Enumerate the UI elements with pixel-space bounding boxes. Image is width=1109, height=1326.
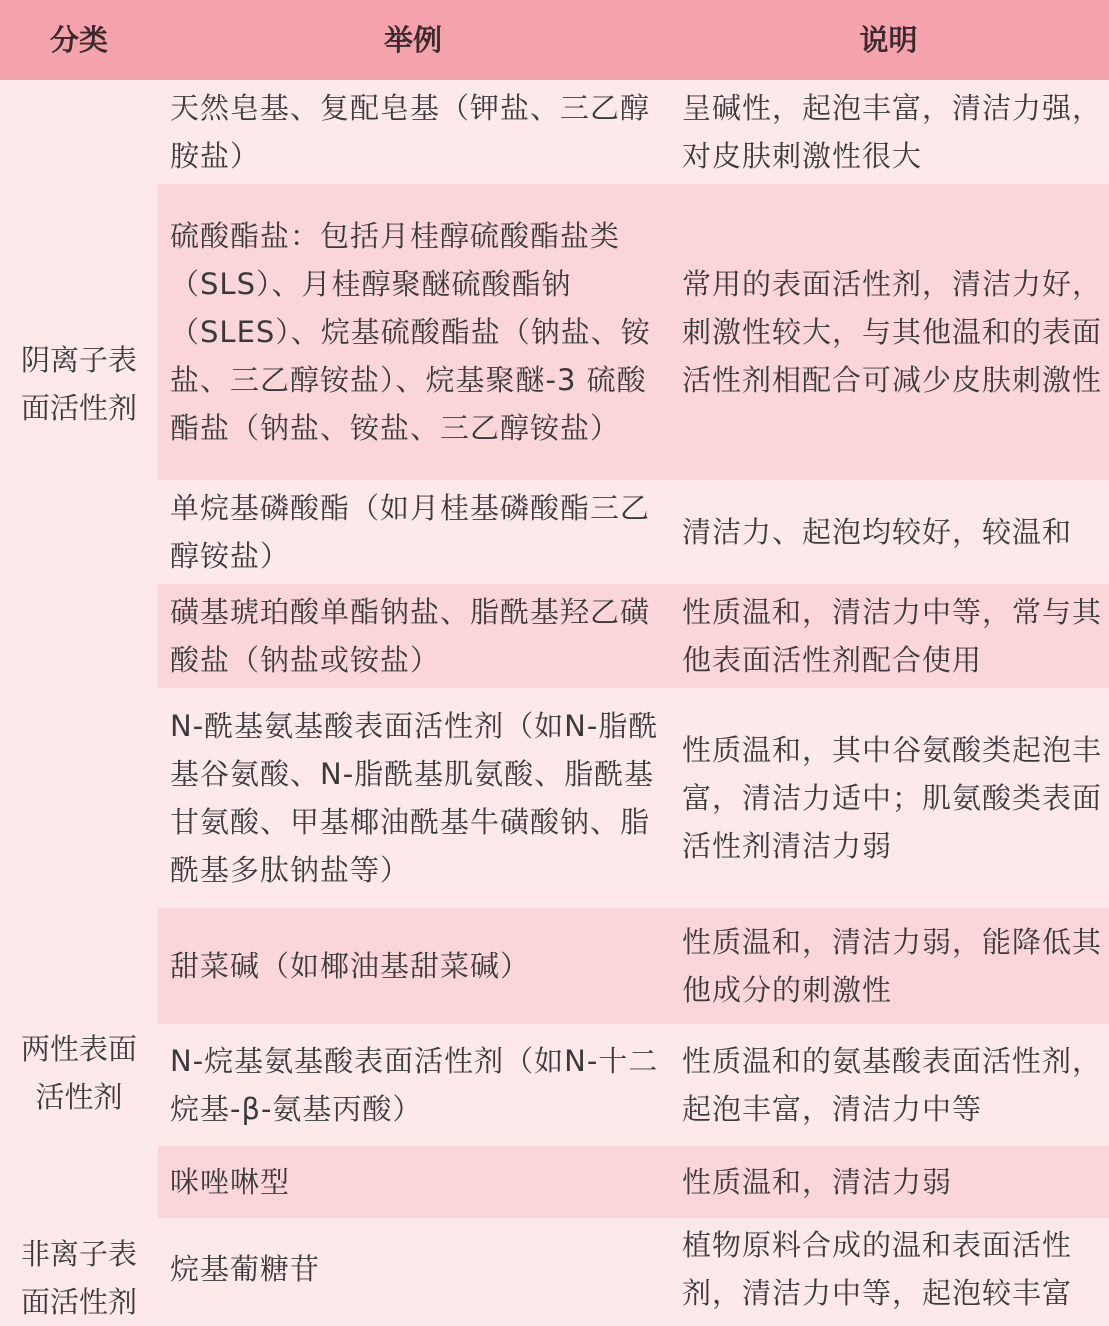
example-cell: 天然皂基、复配皂基（钾盐、三乙醇胺盐） — [170, 91, 651, 173]
description-cell: 性质温和，清洁力弱 — [682, 1165, 953, 1199]
table-row — [158, 480, 1109, 584]
description-cell: 性质温和，清洁力弱，能降低其他成分的刺激性 — [682, 925, 1103, 1007]
table-row — [158, 1024, 1109, 1146]
header-description: 说明 — [859, 23, 918, 57]
table-row — [158, 688, 1109, 908]
table-row — [158, 584, 1109, 688]
table-row — [158, 80, 1109, 184]
category-nonionic: 非离子表面活性剂 — [20, 1237, 137, 1319]
table-header — [0, 0, 1109, 80]
example-cell: 烷基葡糖苷 — [170, 1252, 321, 1286]
description-cell: 呈碱性，起泡丰富，清洁力强，对皮肤刺激性很大 — [682, 91, 1103, 173]
example-cell: 咪唑啉型 — [170, 1165, 291, 1199]
description-cell: 常用的表面活性剂，清洁力好，刺激性较大，与其他温和的表面活性剂相配合可减少皮肤刺激性 — [682, 267, 1103, 397]
example-cell: N-酰基氨基酸表面活性剂（如N-脂酰基谷氨酸、N-脂酰基肌氨酸、脂酰基甘氨酸、甲基椰油酰基牛磺酸钠、脂酰基多肽钠盐等） — [170, 709, 659, 887]
example-cell: 甜菜碱（如椰油基甜菜碱） — [170, 949, 531, 983]
description-cell: 性质温和，其中谷氨酸类起泡丰富，清洁力适中；肌氨酸类表面活性剂清洁力弱 — [682, 733, 1103, 863]
example-cell: N-烷基氨基酸表面活性剂（如N-十二烷基-β-氨基丙酸） — [170, 1044, 659, 1126]
description-cell: 植物原料合成的温和表面活性剂，清洁力中等，起泡较丰富 — [682, 1228, 1073, 1310]
description-cell: 性质温和，清洁力中等，常与其他表面活性剂配合使用 — [682, 595, 1103, 677]
example-cell: 磺基琥珀酸单酯钠盐、脂酰基羟乙磺酸盐（钠盐或铵盐） — [170, 595, 651, 677]
example-cell: 硫酸酯盐：包括月桂醇硫酸酯盐类（SLS）、月桂醇聚醚硫酸酯钠（SLES）、烷基硫酸酯盐（钠盐、铵盐、三乙醇铵盐）、烷基聚醚-3 硫酸酯盐（钠盐、铵盐、三乙醇铵盐） — [170, 219, 651, 445]
description-cell: 性质温和的氨基酸表面活性剂，起泡丰富，清洁力中等 — [682, 1044, 1103, 1126]
table-row — [158, 1218, 1109, 1320]
category-amphoteric: 两性表面活性剂 — [20, 1032, 137, 1114]
description-cell: 清洁力、起泡均较好，较温和 — [682, 515, 1073, 549]
table-row — [158, 1146, 1109, 1218]
table-row — [158, 184, 1109, 480]
header-category: 分类 — [49, 23, 108, 57]
header-example: 举例 — [383, 23, 442, 57]
table-row — [158, 908, 1109, 1024]
category-anionic: 阴离子表面活性剂 — [20, 343, 137, 425]
example-cell: 单烷基磷酸酯（如月桂基磷酸酯三乙醇铵盐） — [170, 491, 651, 573]
